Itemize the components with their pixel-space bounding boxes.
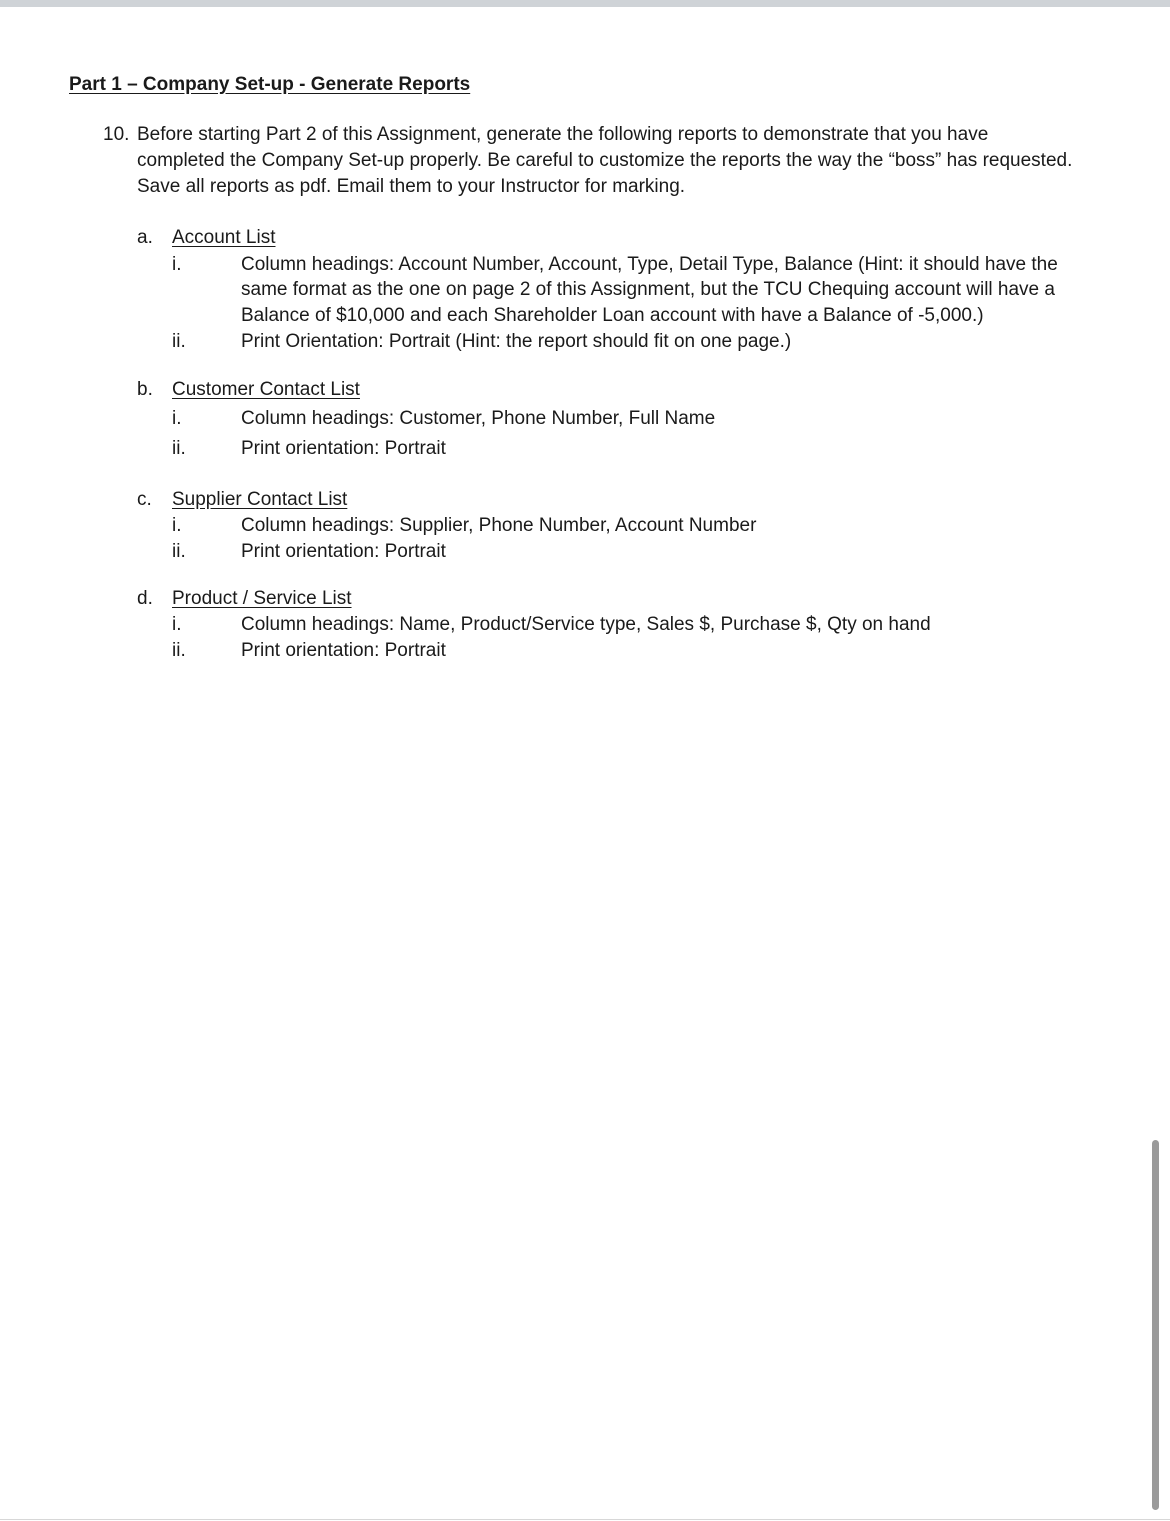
section-letter: a. <box>137 227 153 248</box>
section-letter: b. <box>137 379 153 400</box>
item-line: Column headings: Name, Product/Service type, Sales $, Purchase $, Qty on hand <box>241 614 931 635</box>
roman-numeral: ii. <box>172 331 186 352</box>
item-line: same format as the one on page 2 of this Assignment, but the TCU Chequing account will have a <box>241 279 1055 300</box>
item-line: Balance of $10,000 and each Shareholder Loan account with have a Balance of -5,000.) <box>241 305 984 326</box>
top-border <box>0 0 1170 7</box>
intro-line: Save all reports as pdf. Email them to your Instructor for marking. <box>137 176 686 197</box>
item-line: Print orientation: Portrait <box>241 640 446 661</box>
item-line: Column headings: Account Number, Account, Type, Detail Type, Balance (Hint: it should have the <box>241 254 1058 275</box>
roman-numeral: ii. <box>172 640 186 661</box>
item-line: Print orientation: Portrait <box>241 438 446 459</box>
vertical-scrollbar[interactable] <box>1152 1140 1159 1510</box>
roman-numeral: i. <box>172 614 182 635</box>
page-heading: Part 1 – Company Set-up - Generate Reports <box>69 74 471 95</box>
page-bottom-edge <box>0 1519 1170 1520</box>
roman-numeral: i. <box>172 515 182 536</box>
section-letter: d. <box>137 588 153 609</box>
intro-line: completed the Company Set-up properly. Be careful to customize the reports the way the “boss” has requested. <box>137 150 1073 171</box>
section-letter: c. <box>137 489 152 510</box>
section-title-customer-contact-list: Customer Contact List <box>172 379 360 400</box>
roman-numeral: i. <box>172 254 182 275</box>
intro-line: Before starting Part 2 of this Assignment, generate the following reports to demonstrate that you have <box>137 124 989 145</box>
section-title-account-list: Account List <box>172 227 276 248</box>
section-title-supplier-contact-list: Supplier Contact List <box>172 489 348 510</box>
section-title-product-service-list: Product / Service List <box>172 588 352 609</box>
roman-numeral: ii. <box>172 541 186 562</box>
item-line: Print orientation: Portrait <box>241 541 446 562</box>
item-number: 10. <box>103 124 130 145</box>
item-line: Column headings: Supplier, Phone Number, Account Number <box>241 515 757 536</box>
item-line: Print Orientation: Portrait (Hint: the report should fit on one page.) <box>241 331 792 352</box>
item-line: Column headings: Customer, Phone Number, Full Name <box>241 408 716 429</box>
roman-numeral: ii. <box>172 438 186 459</box>
roman-numeral: i. <box>172 408 182 429</box>
